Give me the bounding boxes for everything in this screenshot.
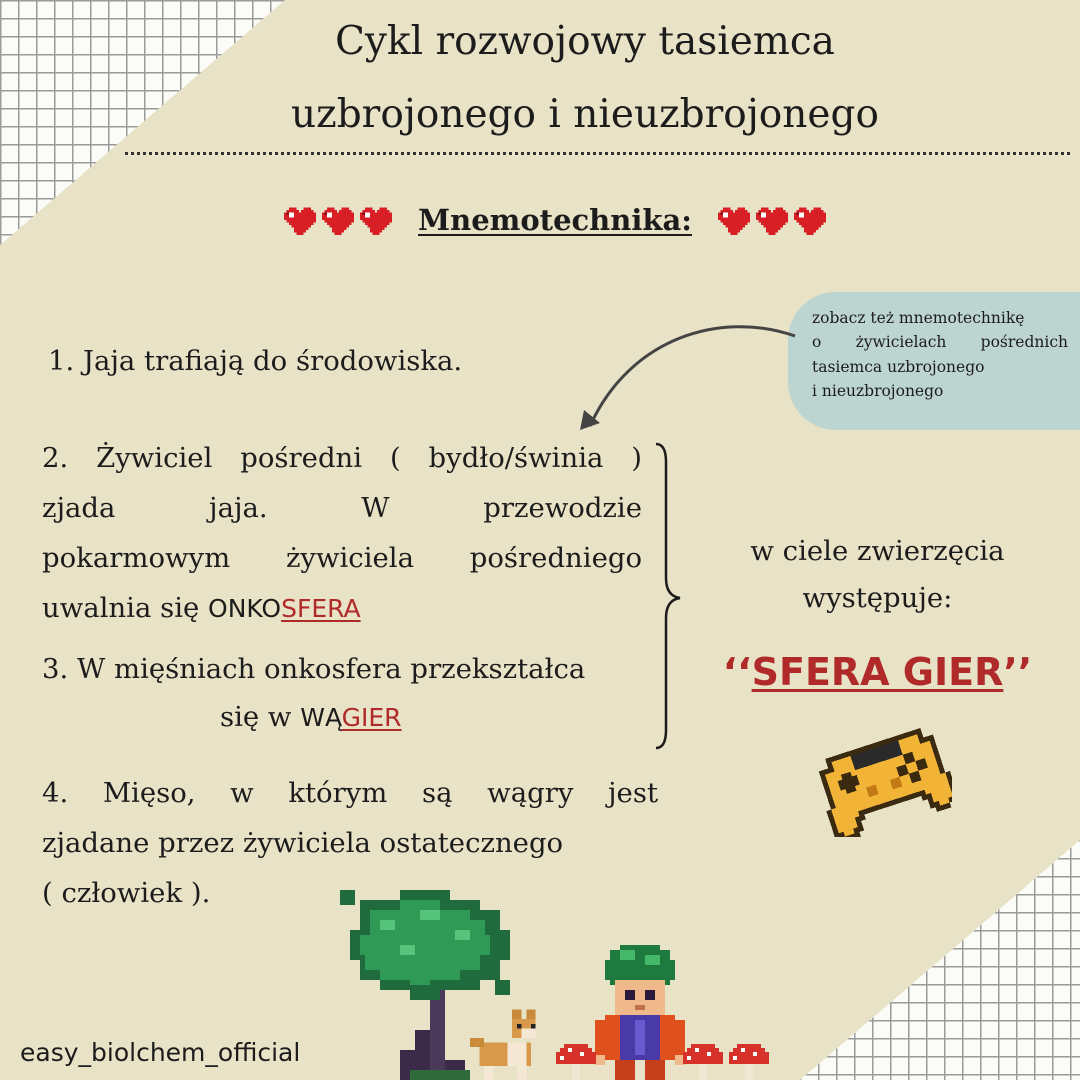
step-2-text: uwalnia się bbox=[42, 592, 209, 625]
step-4-line: zjadane przez żywiciela ostatecznego bbox=[42, 827, 564, 860]
step-3 bbox=[42, 645, 642, 741]
mnemotechnika-heading: Mnemotechnika: bbox=[418, 203, 692, 237]
wa-text: WĄ bbox=[300, 703, 342, 733]
heart-icon bbox=[756, 204, 788, 236]
bubble-line: i nieuzbrojonego bbox=[812, 382, 944, 401]
right-brace-icon bbox=[650, 440, 690, 752]
step-2-line: pokarmowym żywiciela pośredniego bbox=[42, 542, 642, 575]
heart-icon bbox=[322, 204, 354, 236]
brand-handle: easy_biolchem_official bbox=[20, 1038, 301, 1067]
heart-icon bbox=[794, 204, 826, 236]
bubble-line: tasiemca uzbrojonego bbox=[812, 357, 985, 376]
quote-close: ’’ bbox=[1003, 650, 1033, 694]
hearts-left bbox=[284, 204, 392, 236]
side-explanation bbox=[700, 528, 1055, 623]
mushroom-icon bbox=[728, 1040, 770, 1080]
curved-arrow-icon bbox=[570, 318, 800, 448]
side-line: w ciele zwierzęcia bbox=[750, 535, 1005, 567]
side-line: występuje: bbox=[802, 582, 953, 615]
step-2-line bbox=[42, 583, 642, 633]
mushroom-icon bbox=[682, 1040, 724, 1080]
bubble-line: o żywicielach pośrednich bbox=[812, 333, 1068, 352]
step-2-line: zjada jaja. W przewodzie bbox=[42, 492, 642, 525]
sfera-highlight: SFERA bbox=[281, 594, 361, 624]
heart-icon bbox=[360, 204, 392, 236]
heart-icon bbox=[284, 204, 316, 236]
mushroom-icon bbox=[555, 1040, 597, 1080]
step-2-line: 2. Żywiciel pośredni ( bydło/świnia ) bbox=[42, 442, 642, 474]
sfera-gier-answer bbox=[700, 650, 1055, 694]
title-line-1: Cykl rozwojowy tasiemca bbox=[335, 19, 835, 64]
step-3-line bbox=[42, 693, 642, 741]
step-3-line: 3. W mięśniach onkosfera przekształca bbox=[42, 653, 586, 685]
step-2 bbox=[42, 433, 642, 633]
heart-icon bbox=[718, 204, 750, 236]
step-1: 1. Jaja trafiają do środowiska. bbox=[48, 345, 463, 377]
step-4-line: ( człowiek ). bbox=[42, 877, 211, 910]
person-illustration bbox=[595, 940, 685, 1080]
gier-highlight: GIER bbox=[341, 703, 402, 733]
onko-text: ONKO bbox=[208, 594, 282, 624]
step-4-line: 4. Mięso, w którym są wągry jest bbox=[42, 777, 658, 809]
grid-paper-corner-bottom-right bbox=[800, 840, 1080, 1080]
bubble-line: zobacz też mnemotechnikę bbox=[812, 309, 1025, 327]
dog-illustration bbox=[470, 1005, 545, 1080]
hearts-right bbox=[718, 204, 826, 236]
quote-open: ‘‘ bbox=[722, 650, 752, 694]
answer-text: SFERA GIER bbox=[751, 650, 1004, 694]
gamepad-icon bbox=[812, 712, 952, 837]
see-also-bubble bbox=[788, 292, 1080, 430]
step-3-text: się w bbox=[220, 701, 301, 734]
mnemotechnika-heading-row bbox=[0, 203, 1080, 237]
dotted-divider bbox=[125, 152, 1070, 155]
title-line-2: uzbrojonego i nieuzbrojonego bbox=[291, 92, 879, 137]
